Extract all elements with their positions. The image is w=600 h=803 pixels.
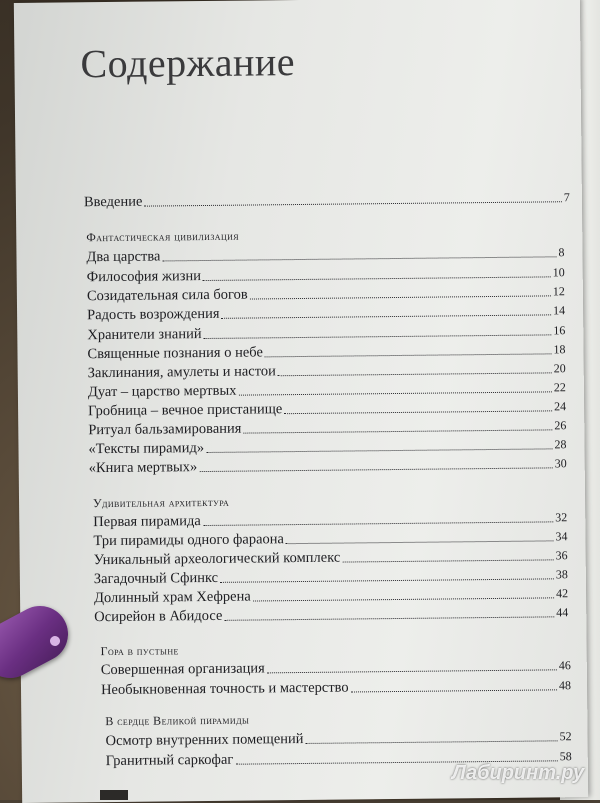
toc-entry xyxy=(88,436,566,457)
leader-dots xyxy=(267,669,557,673)
toc-entry-page: 44 xyxy=(556,605,569,620)
toc-entry xyxy=(94,585,568,606)
toc-entry-page: 14 xyxy=(553,303,566,318)
toc-entry-intro xyxy=(84,189,570,210)
leader-dots xyxy=(243,429,552,433)
leader-dots xyxy=(203,521,553,526)
toc-entry xyxy=(94,566,568,587)
toc-entry-label: Осирейон в Абидосе xyxy=(94,607,223,626)
leader-dots xyxy=(199,467,552,472)
toc-entry xyxy=(93,509,567,530)
leader-dots xyxy=(250,295,551,299)
leader-dots xyxy=(265,353,552,357)
table-of-contents xyxy=(14,0,588,803)
toc-entry xyxy=(87,264,565,285)
toc-entry-label: Дуат – царство мертвых xyxy=(87,382,237,401)
toc-entry-page: 18 xyxy=(553,342,566,357)
leader-dots xyxy=(286,540,554,544)
toc-entry-label: Радость возрождения xyxy=(87,305,220,324)
toc-entry-page: 20 xyxy=(553,361,566,376)
leader-dots xyxy=(351,689,557,692)
toc-entry-page: 7 xyxy=(563,190,570,205)
leader-dots xyxy=(278,372,552,376)
toc-entry-label: «Книга мертвых» xyxy=(88,459,198,477)
toc-entry xyxy=(88,417,566,438)
toc-entry-label: Ритуал бальзамирования xyxy=(88,420,242,439)
toc-entry xyxy=(94,604,568,625)
leader-dots xyxy=(162,256,556,261)
toc-entry-label: Совершенная организация xyxy=(100,660,265,679)
toc-entry-page: 22 xyxy=(553,380,566,395)
toc-entry-label: Священные познания о небе xyxy=(87,344,263,363)
toc-entry-page: 32 xyxy=(555,510,568,525)
toc-entry-label: Заклинания, амулеты и настои xyxy=(87,363,276,382)
toc-entry-label: Необыкновенная точность и мастерство xyxy=(100,679,349,699)
toc-entry xyxy=(94,547,568,568)
toc-entry-label: Хранители знаний xyxy=(87,326,202,344)
toc-entry-page: 26 xyxy=(554,418,567,433)
toc-entry xyxy=(87,302,565,323)
toc-entry xyxy=(93,528,567,549)
toc-entry-page: 10 xyxy=(552,265,565,280)
toc-entry xyxy=(87,341,565,362)
leader-dots xyxy=(203,276,551,281)
toc-entry-label: «Тексты пирамид» xyxy=(88,440,205,458)
toc-entry xyxy=(88,360,566,381)
leader-dots xyxy=(220,578,554,582)
shadow-block xyxy=(100,790,128,800)
toc-entry-page: 30 xyxy=(554,456,567,471)
toc-entry-label: Загадочный Сфинкс xyxy=(93,569,219,588)
leader-dots xyxy=(144,201,562,206)
watermark-logo: Лабиринт.ру xyxy=(452,762,585,784)
toc-entry-label: Долинный храм Хефрена xyxy=(93,588,251,607)
toc-entry xyxy=(89,455,567,476)
toc-entry xyxy=(88,379,566,400)
toc-entry xyxy=(105,728,571,749)
page-title: Содержание xyxy=(80,39,296,87)
leader-dots xyxy=(204,334,552,339)
toc-entry-label: Гробница – вечное пристанище xyxy=(88,401,283,420)
toc-entry-page: 8 xyxy=(558,245,565,260)
toc-entry-page: 36 xyxy=(555,548,568,563)
toc-entry-page: 12 xyxy=(552,284,565,299)
leader-dots xyxy=(238,391,551,395)
toc-entry-label: Философия жизни xyxy=(86,268,202,286)
toc-entry-label: Введение xyxy=(83,193,143,211)
toc-entry-page: 58 xyxy=(559,749,572,764)
toc-entry-page: 28 xyxy=(554,437,567,452)
toc-entry xyxy=(101,677,571,698)
toc-entry-page: 24 xyxy=(554,399,567,414)
toc-entry-label: Гранитный саркофаг xyxy=(105,751,234,770)
leader-dots xyxy=(253,597,554,601)
toc-entry xyxy=(86,244,564,265)
leader-dots xyxy=(206,448,552,453)
leader-dots xyxy=(284,410,552,414)
toc-entry xyxy=(101,657,571,678)
toc-entry-page: 16 xyxy=(553,323,566,338)
toc-entry-page: 52 xyxy=(559,729,572,744)
toc-entry-label: Уникальный археологический комплекс xyxy=(93,549,341,569)
toc-entry xyxy=(87,283,565,304)
toc-entry-label: Первая пирамида xyxy=(93,513,201,531)
leader-dots xyxy=(306,740,558,744)
toc-entry-page: 38 xyxy=(555,567,568,582)
leader-dots xyxy=(224,616,554,620)
toc-entry-label: Осмотр внутренних помещений xyxy=(105,730,304,750)
section-title: Удивительная архитектура xyxy=(92,494,230,511)
toc-entry-label: Два царства xyxy=(86,248,161,266)
section-title: Фантастическая цивилизация xyxy=(86,228,240,245)
toc-entry-page: 34 xyxy=(555,529,568,544)
toc-entry-page: 46 xyxy=(558,658,571,673)
toc-entry-page: 48 xyxy=(558,678,572,693)
leader-dots xyxy=(222,314,552,318)
toc-entry-label: Три пирамиды одного фараона xyxy=(93,531,285,550)
toc-entry-page: 42 xyxy=(555,586,569,601)
toc-entry-label: Созидательная сила богов xyxy=(86,286,248,305)
section-title: Гора в пустыне xyxy=(100,643,179,659)
toc-entry xyxy=(88,398,566,419)
leader-dots xyxy=(342,559,553,562)
book-page xyxy=(14,0,588,803)
section-title: В сердце Великой пирамиды xyxy=(105,712,250,729)
toc-entry xyxy=(87,322,565,343)
